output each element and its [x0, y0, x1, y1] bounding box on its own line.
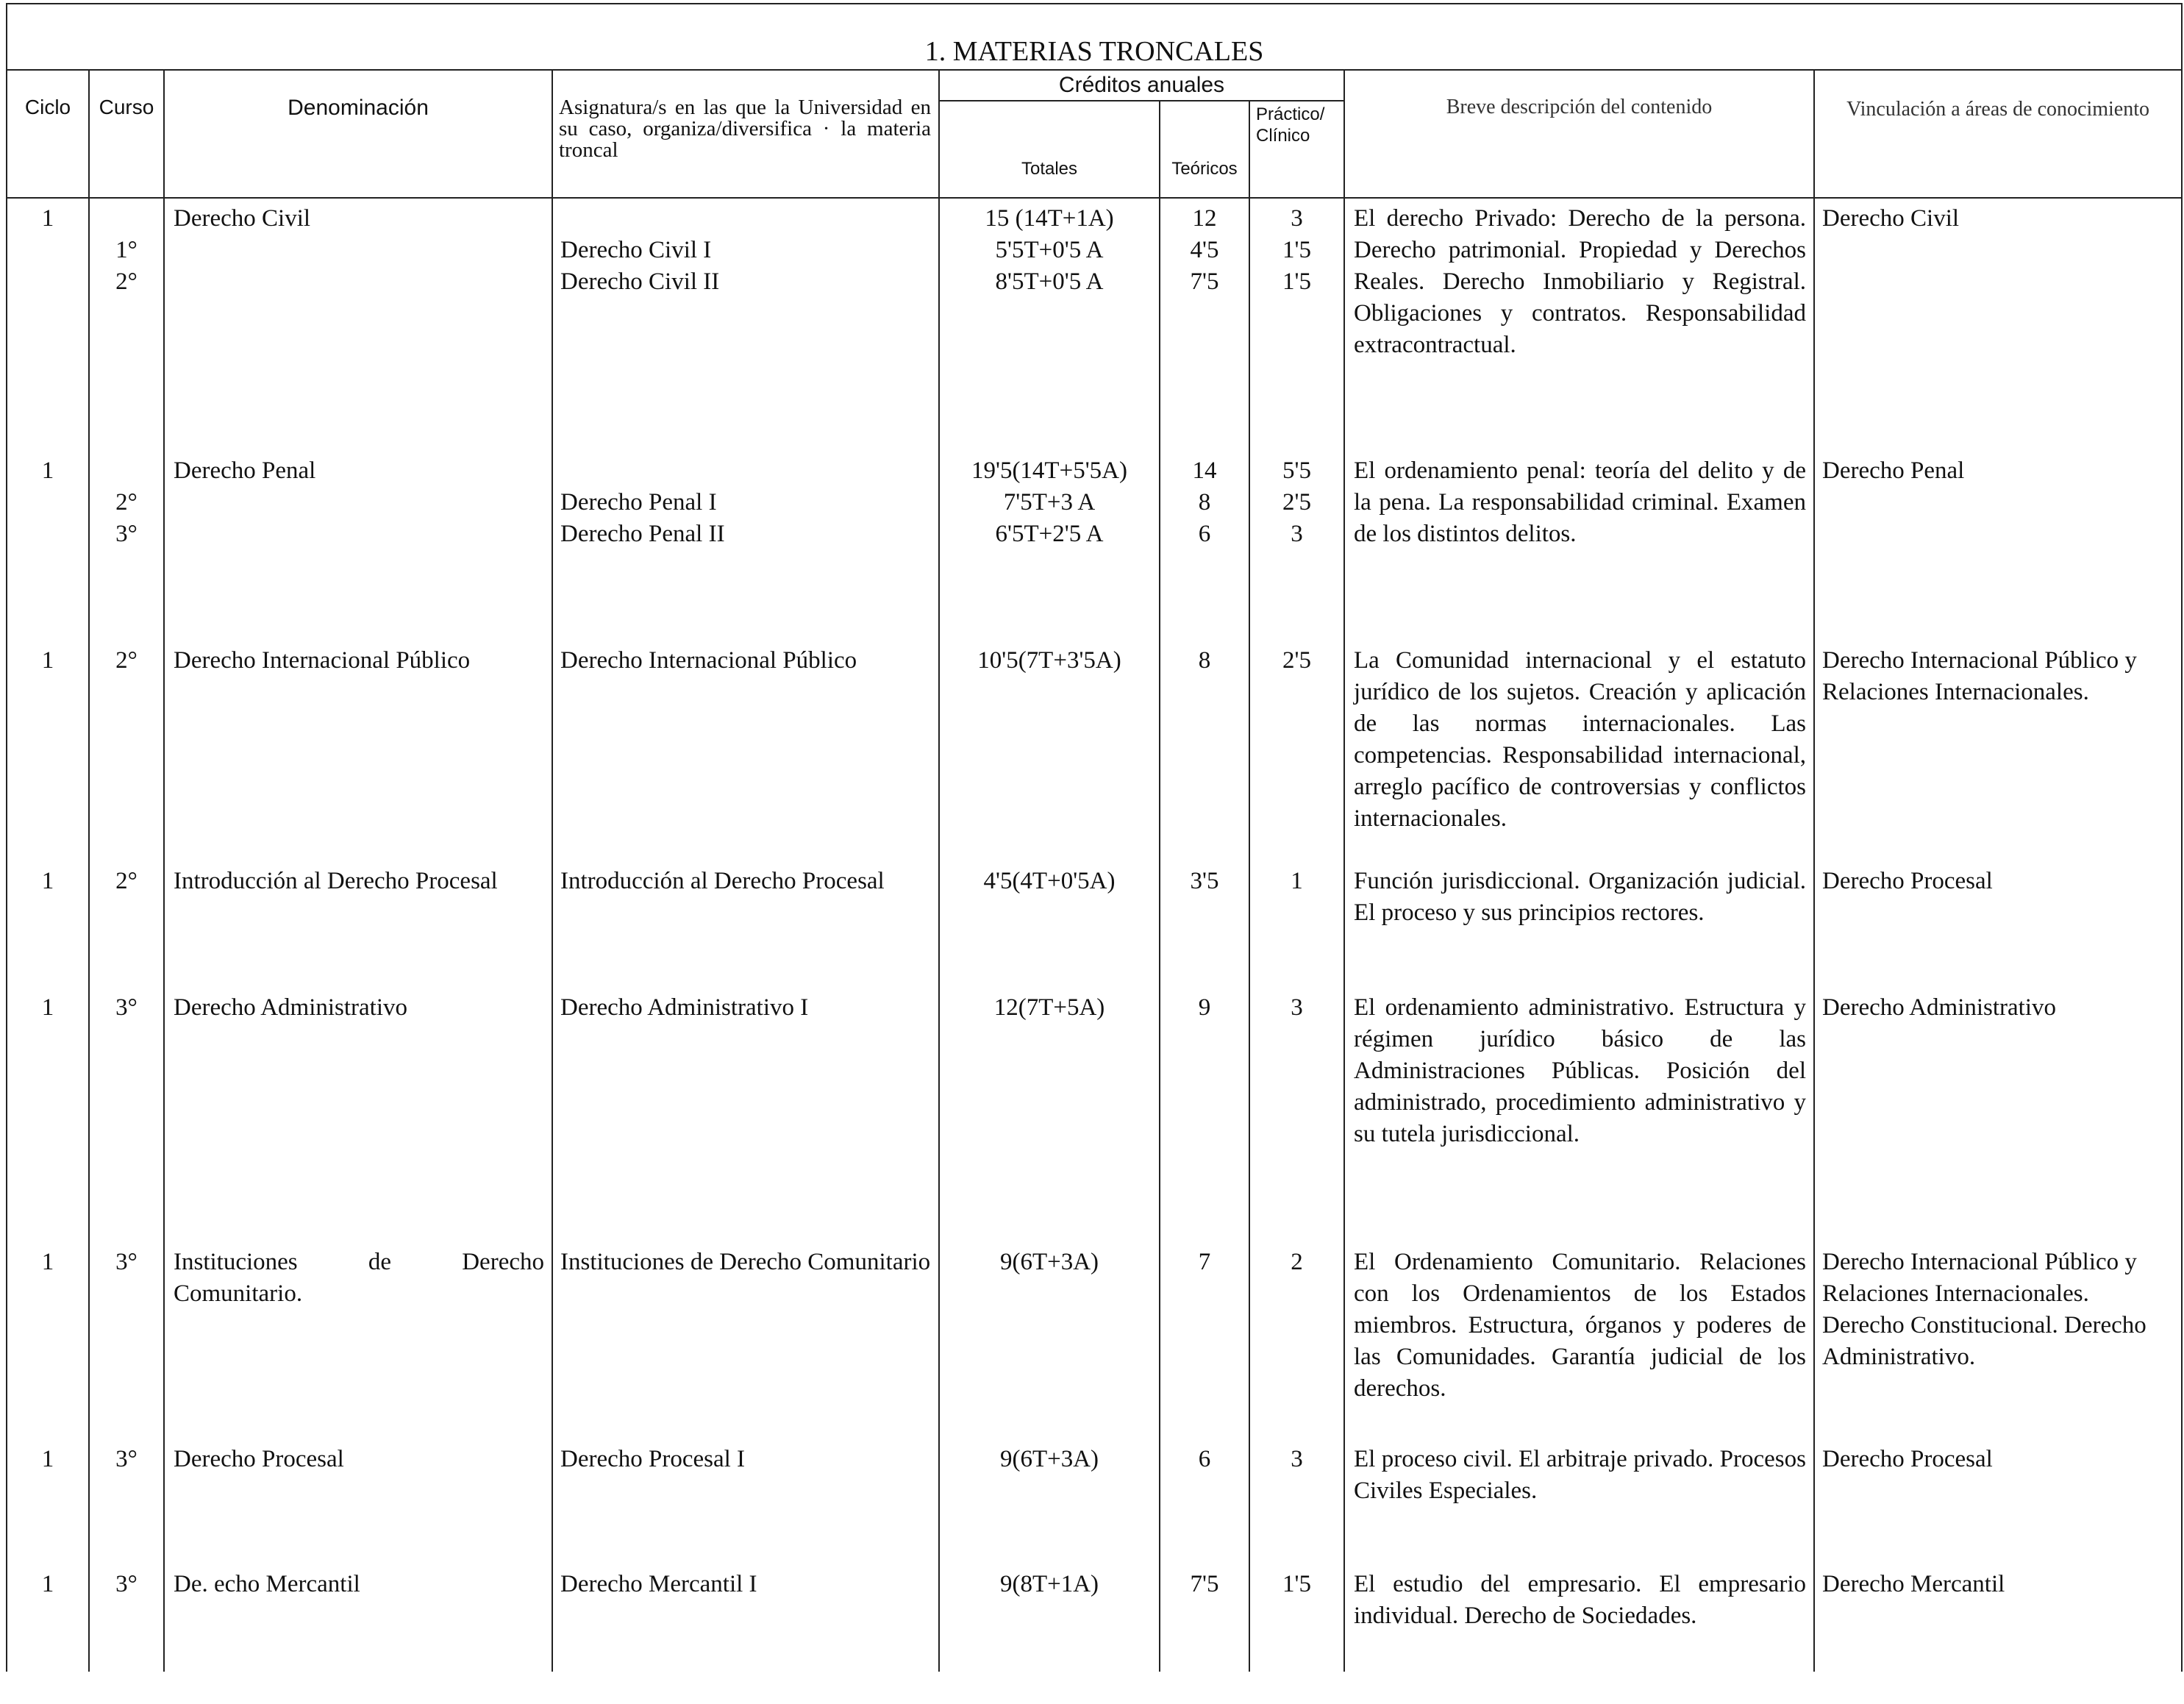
teoricos-cell-line: 14: [1192, 457, 1217, 484]
table-row: [7, 988, 2182, 1242]
totales-cell-line: 10'5(7T+3'5A): [977, 647, 1121, 674]
practico-cell-line: 2: [1291, 1249, 1303, 1275]
asignatura-cell: [552, 1439, 939, 1564]
asignatura-cell-line: Instituciones de Derecho Comunitario: [560, 1249, 931, 1275]
practico-cell-line: 3: [1291, 521, 1303, 547]
denominacion-cell: Derecho Civil: [164, 198, 552, 451]
header-creditos-anuales: Créditos anuales: [939, 70, 1344, 101]
asignatura-cell-line: Derecho Civil I: [560, 237, 712, 263]
asignatura-cell-line: Derecho Penal I: [560, 489, 717, 516]
totales-cell: [939, 1439, 1160, 1564]
totales-cell-line: 6'5T+2'5 A: [995, 521, 1104, 547]
denominacion-cell: De. echo Mercantil: [164, 1564, 552, 1672]
ciclo-cell: 1: [7, 1242, 89, 1439]
teoricos-cell-line: 7'5: [1190, 268, 1219, 295]
totales-cell: [939, 1564, 1160, 1672]
asignatura-cell-line: Derecho Internacional Público: [560, 647, 857, 674]
curso-cell: [89, 451, 164, 641]
curso-cell: [89, 1439, 164, 1564]
descripcion-cell: El proceso civil. El arbitraje privado. Procesos Civiles Especiales.: [1344, 1439, 1814, 1564]
asignatura-cell-line: [560, 203, 932, 235]
totales-cell-line: 12(7T+5A): [993, 994, 1105, 1021]
descripcion-cell: El Ordenamiento Comunitario. Relaciones con los Ordenamientos de los Estados miembros. Estructura, órganos y poderes de las Comunidades. Garantía judicial de los derechos.: [1344, 1242, 1814, 1439]
denominacion-cell: Derecho Penal: [164, 451, 552, 641]
practico-cell-line: 1'5: [1282, 237, 1311, 263]
asignatura-cell-line: Introducción al Derecho Procesal: [560, 868, 885, 894]
curso-cell: [89, 988, 164, 1242]
teoricos-cell-line: 6: [1198, 521, 1211, 547]
totales-cell: [939, 1242, 1160, 1439]
ciclo-cell: 1: [7, 1564, 89, 1672]
totales-cell-line: 4'5(4T+0'5A): [983, 868, 1116, 894]
teoricos-cell: [1160, 1439, 1249, 1564]
asignatura-cell-line: Derecho Civil II: [560, 268, 720, 295]
denominacion-cell: Instituciones de Derecho Comunitario.: [164, 1242, 552, 1439]
table-row: [7, 1242, 2182, 1439]
asignatura-cell: [552, 861, 939, 988]
totales-cell: [939, 861, 1160, 988]
practico-cell: [1249, 451, 1344, 641]
totales-cell-line: 8'5T+0'5 A: [995, 268, 1104, 295]
teoricos-cell-line: 7: [1198, 1249, 1211, 1275]
vinculacion-cell: Derecho Internacional Público y Relaciones Internacionales. Derecho Constitucional. Derecho Administrativo.: [1814, 1242, 2182, 1439]
header-teoricos: Teóricos: [1160, 101, 1249, 198]
totales-cell-line: 9(6T+3A): [999, 1249, 1099, 1275]
practico-cell-line: 2'5: [1282, 489, 1311, 516]
descripcion-cell: El estudio del empresario. El empresario individual. Derecho de Sociedades.: [1344, 1564, 1814, 1672]
teoricos-cell-line: 9: [1198, 994, 1211, 1021]
teoricos-cell: [1160, 1564, 1249, 1672]
teoricos-cell: [1160, 451, 1249, 641]
header-vinculacion: Vinculación a áreas de conocimiento: [1814, 70, 2182, 198]
asignatura-cell: [552, 988, 939, 1242]
totales-cell-line: 15 (14T+1A): [985, 205, 1114, 232]
practico-cell-line: 3: [1291, 205, 1303, 232]
vinculacion-cell: Derecho Procesal: [1814, 1439, 2182, 1564]
asignatura-cell-line: Derecho Mercantil I: [560, 1571, 757, 1597]
curso-cell-line: 2°: [115, 647, 138, 674]
descripcion-cell: El ordenamiento penal: teoría del delito y de la pena. La responsabilidad criminal. Examen de los distintos delitos.: [1344, 451, 1814, 641]
teoricos-cell: [1160, 198, 1249, 451]
ciclo-cell: 1: [7, 198, 89, 451]
teoricos-cell-line: 3'5: [1190, 868, 1219, 894]
asignatura-cell-line: [560, 455, 932, 487]
curso-cell-line: [90, 203, 163, 235]
teoricos-cell-line: 12: [1192, 205, 1217, 232]
teoricos-cell: [1160, 1242, 1249, 1439]
totales-cell-line: 9(6T+3A): [999, 1446, 1099, 1472]
practico-cell: [1249, 988, 1344, 1242]
totales-cell: [939, 988, 1160, 1242]
asignatura-cell-line: Derecho Procesal I: [560, 1446, 746, 1472]
curso-cell-line: 2°: [115, 868, 138, 894]
table-title: 1. MATERIAS TRONCALES: [7, 4, 2182, 70]
table-body: [7, 198, 2182, 1672]
denominacion-cell: Derecho Administrativo: [164, 988, 552, 1242]
descripcion-cell: El ordenamiento administrativo. Estructura y régimen jurídico básico de las Administraciones Públicas. Posición del administrado, procedimiento administrativo y su tutela jurisdiccional.: [1344, 988, 1814, 1242]
curso-cell-line: 1°: [115, 237, 138, 263]
practico-cell-line: 1: [1291, 868, 1303, 894]
table-row: [7, 1564, 2182, 1672]
teoricos-cell: [1160, 988, 1249, 1242]
curso-cell: [89, 641, 164, 861]
descripcion-cell: Función jurisdiccional. Organización judicial. El proceso y sus principios rectores.: [1344, 861, 1814, 988]
table-row: [7, 1439, 2182, 1564]
totales-cell: [939, 641, 1160, 861]
header-ciclo: Ciclo: [7, 70, 89, 198]
denominacion-cell: Introducción al Derecho Procesal: [164, 861, 552, 988]
totales-cell: [939, 451, 1160, 641]
curso-cell-line: [90, 455, 163, 487]
table-row: [7, 198, 2182, 451]
practico-cell: [1249, 861, 1344, 988]
asignatura-cell: [552, 1242, 939, 1439]
descripcion-cell: El derecho Privado: Derecho de la persona. Derecho patrimonial. Propiedad y Derechos Reales. Derecho Inmobiliario y Registral. Obligaciones y contratos. Responsabilidad extracontractual.: [1344, 198, 1814, 451]
practico-cell: [1249, 1242, 1344, 1439]
teoricos-cell: [1160, 641, 1249, 861]
curso-cell-line: 3°: [115, 1249, 138, 1275]
practico-cell-line: 3: [1291, 1446, 1303, 1472]
teoricos-cell-line: 4'5: [1190, 237, 1219, 263]
vinculacion-cell: Derecho Penal: [1814, 451, 2182, 641]
asignatura-cell: [552, 1564, 939, 1672]
asignatura-cell-line: Derecho Penal II: [560, 521, 725, 547]
header-descripcion: Breve descripción del contenido: [1344, 70, 1814, 198]
totales-cell-line: 7'5T+3 A: [1003, 489, 1096, 516]
practico-cell-line: 1'5: [1282, 1571, 1311, 1597]
vinculacion-cell: Derecho Administrativo: [1814, 988, 2182, 1242]
asignatura-cell: [552, 198, 939, 451]
teoricos-cell: [1160, 861, 1249, 988]
teoricos-cell-line: 8: [1198, 489, 1211, 516]
curso-cell-line: 3°: [115, 1571, 138, 1597]
header-curso: Curso: [89, 70, 164, 198]
teoricos-cell-line: 6: [1198, 1446, 1211, 1472]
practico-cell: [1249, 198, 1344, 451]
practico-cell: [1249, 1564, 1344, 1672]
ciclo-cell: 1: [7, 1439, 89, 1564]
vinculacion-cell: Derecho Mercantil: [1814, 1564, 2182, 1672]
ciclo-cell: 1: [7, 988, 89, 1242]
practico-cell: [1249, 641, 1344, 861]
teoricos-cell-line: 7'5: [1190, 1571, 1219, 1597]
vinculacion-cell: Derecho Civil: [1814, 198, 2182, 451]
descripcion-cell: La Comunidad internacional y el estatuto jurídico de los sujetos. Creación y aplicación de las normas internacionales. Las competencias. Responsabilidad internacional, arreglo pacífico de controversias y conflictos internacionales.: [1344, 641, 1814, 861]
practico-cell-line: 5'5: [1282, 457, 1311, 484]
table-row: [7, 861, 2182, 988]
ciclo-cell: 1: [7, 451, 89, 641]
table-row: [7, 641, 2182, 861]
asignatura-cell: [552, 641, 939, 861]
materias-troncales-table: [6, 3, 2183, 1672]
curso-cell-line: 3°: [115, 994, 138, 1021]
header-totales: Totales: [939, 101, 1160, 198]
curso-cell: [89, 1564, 164, 1672]
ciclo-cell: 1: [7, 641, 89, 861]
curso-cell-line: 2°: [115, 489, 138, 516]
curso-cell-line: 3°: [115, 1446, 138, 1472]
totales-cell-line: 5'5T+0'5 A: [995, 237, 1104, 263]
header-asignatura: Asignatura/s en las que la Universidad en su caso, organiza/diversifica · la materia troncal: [552, 70, 939, 198]
vinculacion-cell: Derecho Procesal: [1814, 861, 2182, 988]
practico-cell-line: 1'5: [1282, 268, 1311, 295]
teoricos-cell-line: 8: [1198, 647, 1211, 674]
header-denominacion: Denominación: [164, 70, 552, 198]
curso-cell-line: 3°: [115, 521, 138, 547]
ciclo-cell: 1: [7, 861, 89, 988]
denominacion-cell: Derecho Procesal: [164, 1439, 552, 1564]
asignatura-cell-line: Derecho Administrativo I: [560, 994, 809, 1021]
curso-cell-line: 2°: [115, 268, 138, 295]
asignatura-cell: [552, 451, 939, 641]
table-row: [7, 451, 2182, 641]
denominacion-cell: Derecho Internacional Público: [164, 641, 552, 861]
practico-cell-line: 3: [1291, 994, 1303, 1021]
totales-cell: [939, 198, 1160, 451]
curso-cell: [89, 861, 164, 988]
practico-cell-line: 2'5: [1282, 647, 1311, 674]
practico-cell: [1249, 1439, 1344, 1564]
totales-cell-line: 9(8T+1A): [999, 1571, 1099, 1597]
vinculacion-cell: Derecho Internacional Público y Relaciones Internacionales.: [1814, 641, 2182, 861]
curso-cell: [89, 1242, 164, 1439]
header-practico-clinico: Práctico/ Clínico: [1249, 101, 1344, 198]
totales-cell-line: 19'5(14T+5'5A): [971, 457, 1127, 484]
curso-cell: [89, 198, 164, 451]
